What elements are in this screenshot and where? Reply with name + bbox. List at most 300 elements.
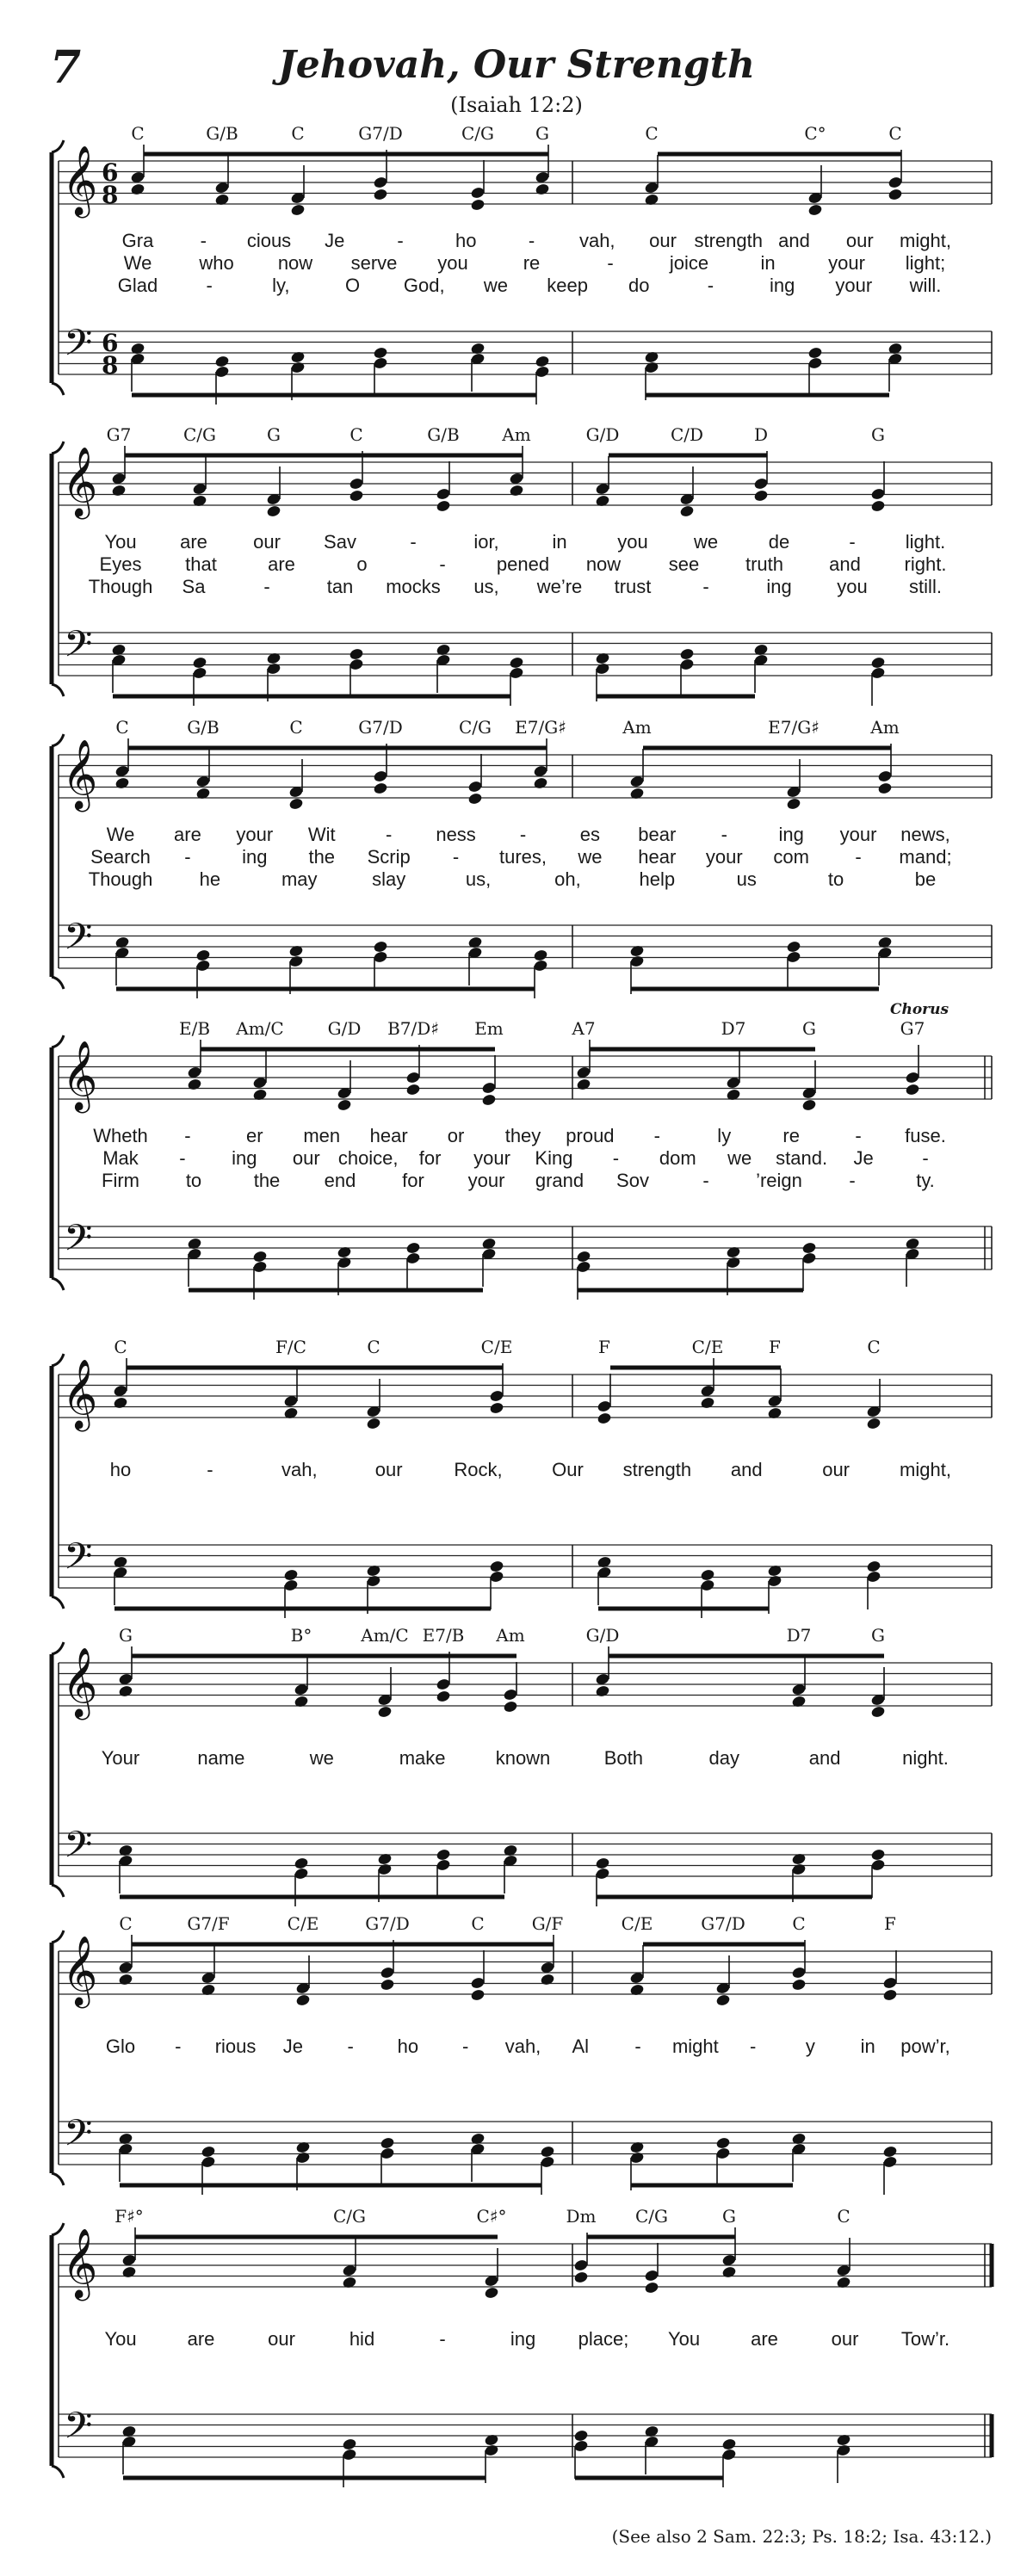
lyric-syllable: to: [827, 868, 844, 890]
treble-staff: [59, 1374, 992, 1418]
lyric-syllable: ho: [397, 2035, 419, 2057]
chord-symbol: B°: [290, 1625, 312, 1646]
chord-symbol: Em: [474, 1018, 504, 1039]
lyric-syllable: now: [585, 553, 622, 575]
notes: [121, 2227, 851, 2487]
svg-text:6: 6: [102, 329, 119, 357]
lyric-syllable: Gra: [121, 230, 154, 251]
hymn-number: 7: [50, 41, 82, 94]
bass-clef-icon: 𝄢: [64, 623, 93, 675]
lyric-syllable: help: [639, 868, 676, 890]
lyric-syllable: and: [778, 230, 810, 251]
lyric-syllable: are: [174, 824, 201, 845]
lyric-syllable: the: [253, 1170, 281, 1191]
lyric-syllable: Wheth: [93, 1125, 148, 1146]
chord-symbol: G7/D: [365, 1913, 410, 1934]
music-system: [0, 1001, 1033, 1304]
lyric-syllable: ly,: [272, 275, 290, 296]
lyric-syllable: -: [612, 1147, 620, 1169]
lyric-syllable: -: [347, 2035, 354, 2057]
lyric-syllable: you: [437, 252, 468, 274]
lyric-syllable: Mak: [102, 1147, 139, 1169]
chord-symbol: E7/G♯: [515, 717, 566, 738]
lyric-syllable: vah,: [578, 230, 615, 251]
lyric-syllable: -: [607, 252, 614, 274]
chord-symbol: D: [753, 424, 769, 445]
lyric-syllable: our: [253, 531, 281, 553]
treble-clef-icon: 𝄞: [62, 1935, 98, 2005]
music-system: [0, 1915, 1033, 2199]
chord-symbol: G7/D: [358, 123, 403, 144]
chord-symbol: Am/C: [361, 1625, 409, 1646]
chord-symbol: Dm: [566, 2206, 597, 2227]
lyric-syllable: our: [292, 1147, 320, 1169]
lyric-syllable: Tow’r.: [900, 2328, 950, 2350]
lyric-syllable: -: [855, 1125, 862, 1146]
lyric-syllable: cious: [246, 230, 292, 251]
lyric-syllable: Al: [572, 2035, 590, 2057]
lyric-syllable: make: [399, 1747, 446, 1769]
treble-clef-icon: 𝄞: [62, 1646, 98, 1717]
lyric-syllable: hid: [349, 2328, 375, 2350]
lyric-syllable: we: [693, 531, 719, 553]
lyric-syllable: in: [552, 531, 567, 553]
lyric-syllable: your: [835, 275, 873, 296]
treble-staff: [59, 1056, 992, 1099]
chord-symbol: E/B: [178, 1018, 211, 1039]
lyric-syllable: ing: [766, 576, 792, 597]
lyric-syllable: you: [617, 531, 648, 553]
bass-staff: [59, 2122, 992, 2165]
treble-staff: [59, 2244, 992, 2287]
treble-staff: [59, 1663, 992, 1706]
chord-symbol: Am/C: [236, 1018, 284, 1039]
chord-symbol: C: [119, 1913, 133, 1934]
chord-symbol: D7: [786, 1625, 812, 1646]
chord-symbol: C/E: [480, 1337, 513, 1357]
lyric-syllable: our: [374, 1459, 403, 1480]
lyric-syllable: see: [668, 553, 700, 575]
lyric-syllable: fuse.: [905, 1125, 946, 1146]
chord-symbol: C: [289, 717, 303, 738]
music-system: [0, 125, 1033, 409]
lyric-syllable: are: [751, 2328, 778, 2350]
lyric-syllable: -: [721, 824, 727, 845]
lyric-syllable: -: [207, 1459, 213, 1480]
chord-symbol: G: [871, 1625, 885, 1646]
lyric-syllable: -: [439, 2328, 446, 2350]
lyric-syllable: ing: [769, 275, 795, 296]
lyric-syllable: who: [199, 252, 234, 274]
lyric-syllable: -: [439, 553, 446, 575]
bass-clef-icon: 𝄢: [64, 916, 93, 967]
lyric-syllable: for: [418, 1147, 442, 1169]
lyric-syllable: Je: [853, 1147, 874, 1169]
chord-symbol: Am: [622, 717, 652, 738]
lyric-syllable: Sa: [182, 576, 206, 597]
lyric-syllable: Sav: [324, 531, 356, 553]
chord-symbol: C/E: [691, 1337, 724, 1357]
lyric-syllable: we: [483, 275, 508, 296]
lyric-syllable: Sov: [616, 1170, 649, 1191]
chord-symbol: F/C: [275, 1337, 306, 1357]
lyric-syllable: Firm: [102, 1170, 139, 1191]
chord-symbol: C/G: [458, 717, 492, 738]
lyric-syllable: for: [402, 1170, 424, 1191]
lyric-syllable: -: [849, 531, 856, 553]
lyric-syllable: light;: [905, 252, 946, 274]
lyric-syllable: men: [303, 1125, 341, 1146]
lyric-syllable: -: [462, 2035, 469, 2057]
lyric-syllable: Your: [101, 1747, 140, 1769]
lyric-syllable: your: [839, 824, 877, 845]
notes: [114, 738, 893, 998]
chord-symbol: C: [645, 123, 659, 144]
chord-symbol: E7/B: [422, 1625, 465, 1646]
lyric-syllable: and: [808, 1747, 841, 1769]
chord-symbol: C: [114, 1337, 127, 1357]
chord-symbol: G/F: [531, 1913, 564, 1934]
lyric-syllable: God,: [403, 275, 445, 296]
bass-clef-icon: 𝄢: [64, 322, 93, 374]
lyric-syllable: er: [246, 1125, 263, 1146]
lyric-syllable: your: [236, 824, 274, 845]
chord-symbol: C/G: [634, 2206, 669, 2227]
lyric-syllable: they: [504, 1125, 541, 1146]
lyric-syllable: we’re: [536, 576, 583, 597]
lyric-syllable: King: [535, 1147, 573, 1169]
lyric-syllable: strength: [694, 230, 763, 251]
lyric-syllable: us: [736, 868, 757, 890]
chord-symbol: A7: [572, 1018, 596, 1039]
chorus-label: Chorus: [889, 1001, 949, 1018]
lyric-syllable: ness: [436, 824, 476, 845]
lyric-syllable: that: [185, 553, 217, 575]
lyric-syllable: night.: [902, 1747, 949, 1769]
lyric-syllable: now: [277, 252, 313, 274]
lyric-syllable: -: [922, 1147, 929, 1169]
lyric-syllable: your: [473, 1147, 510, 1169]
lyric-syllable: grand: [535, 1170, 585, 1191]
lyric-syllable: You: [104, 531, 137, 553]
lyric-syllable: trust: [614, 576, 652, 597]
chord-symbol: Am: [870, 717, 900, 738]
lyric-syllable: Though: [88, 868, 153, 890]
lyric-syllable: -: [519, 824, 527, 845]
treble-clef-icon: 𝄞: [62, 2227, 98, 2298]
lyric-syllable: our: [649, 230, 677, 251]
chord-symbol: G7: [106, 424, 132, 445]
lyric-syllable: -: [206, 275, 213, 296]
chord-symbol: G: [722, 2206, 736, 2227]
bass-staff: [59, 925, 992, 968]
lyric-syllable: proud: [566, 1125, 615, 1146]
lyric-syllable: Rock,: [454, 1459, 503, 1480]
lyric-syllable: hear: [369, 1125, 408, 1146]
bass-clef-icon: 𝄢: [64, 2405, 93, 2456]
music-system: [0, 426, 1033, 710]
lyric-syllable: our: [822, 1459, 851, 1480]
svg-text:8: 8: [102, 351, 119, 380]
notes: [113, 1358, 881, 1618]
lyric-syllable: O: [344, 275, 361, 296]
lyric-syllable: he: [199, 868, 221, 890]
lyric-syllable: mand;: [899, 846, 952, 868]
lyric-syllable: We: [123, 252, 152, 274]
lyric-syllable: rious: [214, 2035, 257, 2057]
chord-symbol: C/E: [621, 1913, 653, 1934]
lyric-syllable: -: [702, 576, 709, 597]
lyric-syllable: mocks: [386, 576, 441, 597]
bass-clef-icon: 𝄢: [64, 1217, 93, 1269]
chord-symbol: C: [131, 123, 145, 144]
lyric-syllable: do: [628, 275, 650, 296]
lyric-syllable: keep: [547, 275, 588, 296]
chord-symbol: C: [115, 717, 129, 738]
chord-symbol: F♯°: [114, 2206, 144, 2227]
lyric-syllable: tan: [326, 576, 354, 597]
lyric-syllable: -: [263, 576, 270, 597]
lyric-syllable: in: [860, 2035, 875, 2057]
footnote: (See also 2 Sam. 22:3; Ps. 18:2; Isa. 43:12.): [611, 2526, 992, 2547]
chord-symbol: G: [119, 1625, 133, 1646]
chord-symbol: G/D: [327, 1018, 362, 1039]
chord-symbol: C♯°: [476, 2206, 507, 2227]
lyric-syllable: the: [308, 846, 336, 868]
time-signature: [102, 329, 118, 380]
time-signature: [102, 158, 118, 209]
lyric-syllable: our: [845, 230, 874, 251]
lyric-syllable: Search: [90, 846, 151, 868]
chord-symbol: F: [884, 1913, 896, 1934]
bass-staff: [59, 1833, 992, 1876]
treble-staff: [59, 161, 992, 204]
lyric-syllable: ing: [242, 846, 268, 868]
lyric-syllable: Wit: [307, 824, 336, 845]
lyric-syllable: will.: [909, 275, 942, 296]
lyric-syllable: news,: [900, 824, 950, 845]
chord-symbol: B7/D♯: [387, 1018, 439, 1039]
lyric-syllable: still.: [909, 576, 942, 597]
chord-symbol: G/D: [585, 424, 620, 445]
chord-symbol: G/D: [585, 1625, 620, 1646]
lyric-syllable: ty.: [916, 1170, 935, 1191]
lyric-syllable: to: [185, 1170, 202, 1191]
chord-symbol: C/G: [182, 424, 217, 445]
chord-symbol: C: [888, 123, 902, 144]
lyric-syllable: we: [309, 1747, 334, 1769]
chord-symbol: G/B: [206, 123, 238, 144]
lyric-syllable: You: [667, 2328, 701, 2350]
chord-symbol: G: [267, 424, 281, 445]
lyric-syllable: Though: [88, 576, 153, 597]
bass-staff: [59, 2414, 992, 2457]
lyric-syllable: ing: [778, 824, 804, 845]
notes: [118, 1646, 886, 1906]
lyric-syllable: serve: [350, 252, 398, 274]
lyric-syllable: day: [708, 1747, 739, 1769]
lyric-syllable: known: [495, 1747, 551, 1769]
music-system: [0, 2208, 1033, 2492]
lyric-syllable: -: [175, 2035, 182, 2057]
lyric-syllable: your: [467, 1170, 505, 1191]
bass-clef-icon: 𝄢: [64, 1824, 93, 1875]
lyric-syllable: de: [768, 531, 790, 553]
lyric-syllable: es: [579, 824, 601, 845]
lyric-syllable: joice: [669, 252, 709, 274]
lyric-syllable: vah,: [504, 2035, 541, 2057]
lyric-syllable: ing: [510, 2328, 536, 2350]
lyric-syllable: are: [187, 2328, 215, 2350]
lyric-syllable: might: [671, 2035, 719, 2057]
bass-staff: [59, 1545, 992, 1588]
lyric-syllable: bear: [638, 824, 677, 845]
lyric-syllable: in: [760, 252, 776, 274]
lyric-syllable: You: [104, 2328, 137, 2350]
lyric-syllable: might,: [900, 230, 951, 251]
music-system: [0, 1338, 1033, 1622]
lyric-syllable: light.: [905, 531, 946, 553]
lyric-syllable: -: [702, 1170, 709, 1191]
lyric-syllable: y: [805, 2035, 815, 2057]
chord-symbol: E7/G♯: [768, 717, 820, 738]
svg-text:8: 8: [102, 181, 119, 209]
lyric-syllable: right.: [904, 553, 947, 575]
lyric-syllable: ing: [232, 1147, 257, 1169]
lyric-syllable: -: [855, 846, 862, 868]
lyric-syllable: oh,: [554, 868, 581, 890]
treble-clef-icon: 𝄞: [62, 1040, 98, 1110]
lyric-syllable: com: [773, 846, 809, 868]
lyric-syllable: re: [523, 252, 541, 274]
lyric-syllable: ior,: [473, 531, 499, 553]
lyric-syllable: us,: [473, 576, 499, 597]
lyric-syllable: pened: [496, 553, 550, 575]
lyric-syllable: vah,: [281, 1459, 318, 1480]
lyric-syllable: slay: [372, 868, 406, 890]
lyric-syllable: -: [184, 846, 191, 868]
lyric-syllable: truth: [745, 553, 784, 575]
chord-symbol: C: [837, 2206, 851, 2227]
music-system: [0, 1627, 1033, 1911]
lyric-syllable: may: [281, 868, 318, 890]
bass-staff: [59, 1226, 992, 1269]
lyric-syllable: Glo: [105, 2035, 136, 2057]
chord-symbol: Am: [496, 1625, 525, 1646]
lyric-syllable: ’reign: [756, 1170, 802, 1191]
lyric-syllable: Eyes: [99, 553, 142, 575]
lyric-syllable: and: [730, 1459, 763, 1480]
bass-clef-icon: 𝄢: [64, 2112, 93, 2164]
lyric-syllable: -: [385, 824, 393, 845]
chord-symbol: G: [802, 1018, 816, 1039]
lyric-syllable: your: [828, 252, 865, 274]
lyric-syllable: Both: [603, 1747, 644, 1769]
chord-symbol: C: [792, 1913, 806, 1934]
lyric-syllable: strength: [622, 1459, 692, 1480]
chord-symbol: F: [598, 1337, 610, 1357]
staff-notation: [0, 125, 1033, 409]
treble-staff: [59, 1951, 992, 1994]
lyric-syllable: -: [634, 2035, 641, 2057]
lyric-syllable: We: [106, 824, 135, 845]
lyric-syllable: -: [179, 1147, 186, 1169]
lyric-syllable: Glad: [117, 275, 158, 296]
bass-clef-icon: 𝄢: [64, 1535, 93, 1587]
lyric-syllable: might,: [900, 1459, 951, 1480]
treble-clef-icon: 𝄞: [62, 738, 98, 809]
chord-symbol: C: [471, 1913, 485, 1934]
lyric-syllable: -: [749, 2035, 757, 2057]
bass-staff: [59, 331, 992, 374]
lyric-syllable: ho: [455, 230, 477, 251]
lyric-syllable: are: [268, 553, 295, 575]
lyric-syllable: and: [829, 553, 861, 575]
treble-clef-icon: 𝄞: [62, 446, 98, 516]
lyric-syllable: -: [707, 275, 714, 296]
chord-symbol: Am: [502, 424, 531, 445]
lyric-syllable: our: [268, 2328, 295, 2350]
lyric-syllable: Scrip: [367, 846, 411, 868]
lyric-syllable: us,: [465, 868, 492, 890]
lyric-syllable: place;: [578, 2328, 629, 2350]
lyric-syllable: Our: [552, 1459, 584, 1480]
staff-notation: [0, 1020, 1033, 1304]
chord-symbol: D7: [721, 1018, 746, 1039]
chord-symbol: C: [867, 1337, 881, 1357]
lyric-syllable: end: [324, 1170, 356, 1191]
music-system: [0, 719, 1033, 1003]
chord-symbol: G7/F: [187, 1913, 230, 1934]
treble-clef-icon: 𝄞: [62, 145, 98, 215]
treble-clef-icon: 𝄞: [62, 1358, 98, 1429]
lyric-syllable: ho: [109, 1459, 132, 1480]
lyric-syllable: are: [180, 531, 207, 553]
lyric-syllable: name: [197, 1747, 245, 1769]
lyric-syllable: we: [727, 1147, 752, 1169]
lyric-syllable: we: [578, 846, 603, 868]
lyric-syllable: Je: [325, 230, 345, 251]
staff-notation: [0, 1338, 1033, 1622]
lyric-syllable: -: [184, 1125, 191, 1146]
lyric-syllable: dom: [659, 1147, 696, 1169]
lyric-syllable: -: [653, 1125, 660, 1146]
lyric-syllable: hear: [638, 846, 677, 868]
chord-symbol: C/G: [461, 123, 495, 144]
lyric-syllable: our: [831, 2328, 859, 2350]
lyric-syllable: -: [410, 531, 417, 553]
chord-symbol: C/D: [670, 424, 704, 445]
chord-symbol: G7: [900, 1018, 925, 1039]
chord-symbol: G: [871, 424, 885, 445]
chord-symbol: G: [535, 123, 549, 144]
lyric-syllable: choice,: [337, 1147, 399, 1169]
lyric-syllable: Je: [282, 2035, 303, 2057]
lyric-syllable: stand.: [776, 1147, 828, 1169]
chord-symbol: F: [769, 1337, 781, 1357]
chord-symbol: G7/D: [358, 717, 403, 738]
lyric-syllable: -: [200, 230, 207, 251]
notes: [118, 1935, 898, 2195]
lyric-syllable: be: [914, 868, 937, 890]
chord-symbol: C°: [804, 123, 826, 144]
chord-symbol: C: [291, 123, 305, 144]
chord-symbol: C/E: [287, 1913, 319, 1934]
chord-symbol: C/G: [332, 2206, 367, 2227]
lyric-syllable: -: [397, 230, 404, 251]
hymn-title: Jehovah, Our Strength: [277, 43, 756, 87]
lyric-syllable: your: [705, 846, 743, 868]
